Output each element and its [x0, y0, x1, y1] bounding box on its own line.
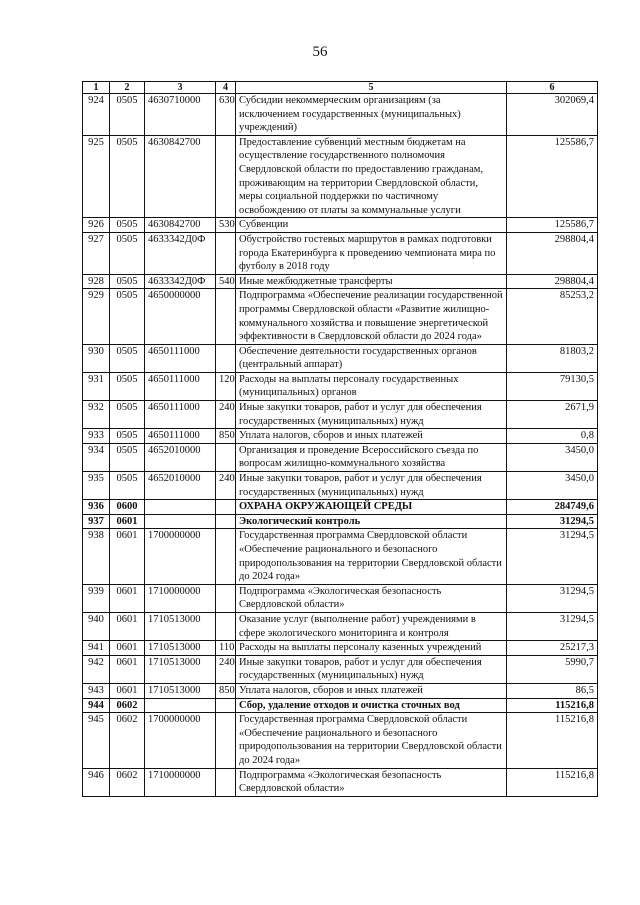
expense-type-cell: [216, 344, 236, 372]
row-number-cell: 936: [83, 500, 110, 515]
expense-type-cell: [216, 289, 236, 344]
item-name-cell: Сбор, удаление отходов и очистка сточных вод: [236, 698, 507, 713]
item-name-cell: Расходы на выплаты персоналу казенных учреждений: [236, 641, 507, 656]
table-row: [83, 218, 598, 233]
section-code-cell: 0505: [110, 274, 145, 289]
item-name-cell: Подпрограмма «Обеспечение реализации государственной программы Свердловской области «Развитие жилищно-коммунального хозяйства и повышение энергетической эффективности в Свердловской области до 2024 года»: [236, 289, 507, 344]
section-code-cell: 0602: [110, 768, 145, 796]
item-name-cell: Расходы на выплаты персоналу государственных (муниципальных) органов: [236, 372, 507, 400]
table-row: [83, 655, 598, 683]
item-name-cell: Обустройство гостевых маршрутов в рамках подготовки города Екатеринбурга к проведению чемпионата мира по футболу в 2018 году: [236, 232, 507, 274]
section-code-cell: 0601: [110, 529, 145, 584]
section-code-cell: 0505: [110, 429, 145, 444]
item-name-cell: Иные межбюджетные трансферты: [236, 274, 507, 289]
row-number-cell: 927: [83, 232, 110, 274]
amount-cell: 302069,4: [507, 94, 598, 136]
target-article-cell: 1710000000: [145, 584, 216, 612]
item-name-cell: Предоставление субвенций местным бюджетам на осуществление государственного полномочия Свердловской области по предоставлению гражданам, проживающим на территории Свердловской области, меры социальной поддержки по частичному освобождению от платы за коммунальные услуги: [236, 135, 507, 218]
target-article-cell: [145, 698, 216, 713]
section-code-cell: 0602: [110, 698, 145, 713]
item-name-cell: Организация и проведение Всероссийского съезда по вопросам жилищно-коммунального хозяйства: [236, 443, 507, 471]
item-name-cell: Уплата налогов, сборов и иных платежей: [236, 683, 507, 698]
section-code-cell: 0505: [110, 372, 145, 400]
budget-table: [82, 81, 598, 797]
item-name-cell: Государственная программа Свердловской области «Обеспечение рационального и безопасного природопользования на территории Свердловской области до 2024 года»: [236, 529, 507, 584]
row-number-cell: 939: [83, 584, 110, 612]
section-code-cell: 0601: [110, 514, 145, 529]
item-name-cell: Субсидии некоммерческим организациям (за исключением государственных (муниципальных) учреждений): [236, 94, 507, 136]
expense-type-cell: 530: [216, 218, 236, 233]
item-name-cell: Подпрограмма «Экологическая безопасность Свердловской области»: [236, 768, 507, 796]
amount-cell: 115216,8: [507, 768, 598, 796]
target-article-cell: [145, 514, 216, 529]
target-article-cell: 4650111000: [145, 372, 216, 400]
expense-type-cell: [216, 514, 236, 529]
page-number: 56: [312, 44, 328, 60]
item-name-cell: ОХРАНА ОКРУЖАЮЩЕЙ СРЕДЫ: [236, 500, 507, 515]
section-code-cell: 0505: [110, 472, 145, 500]
amount-cell: 2671,9: [507, 401, 598, 429]
section-code-cell: 0601: [110, 641, 145, 656]
expense-type-cell: 240: [216, 401, 236, 429]
expense-type-cell: 630: [216, 94, 236, 136]
row-number-cell: 935: [83, 472, 110, 500]
amount-cell: 115216,8: [507, 713, 598, 768]
row-number-cell: 945: [83, 713, 110, 768]
row-number-cell: 931: [83, 372, 110, 400]
target-article-cell: 4650000000: [145, 289, 216, 344]
section-code-cell: 0505: [110, 94, 145, 136]
row-number-cell: 928: [83, 274, 110, 289]
table-row: [83, 641, 598, 656]
item-name-cell: Подпрограмма «Экологическая безопасность Свердловской области»: [236, 584, 507, 612]
target-article-cell: 4630842700: [145, 135, 216, 218]
item-name-cell: Иные закупки товаров, работ и услуг для обеспечения государственных (муниципальных) нужд: [236, 472, 507, 500]
row-number-cell: 924: [83, 94, 110, 136]
item-name-cell: Уплата налогов, сборов и иных платежей: [236, 429, 507, 444]
amount-cell: 31294,5: [507, 584, 598, 612]
table-row: [83, 372, 598, 400]
row-number-cell: 938: [83, 529, 110, 584]
row-number-cell: 926: [83, 218, 110, 233]
table-body: [83, 94, 598, 797]
target-article-cell: 4652010000: [145, 472, 216, 500]
column-header: 6: [507, 82, 598, 94]
section-code-cell: 0505: [110, 344, 145, 372]
column-header: 4: [216, 82, 236, 94]
table-row: [83, 232, 598, 274]
target-article-cell: 1700000000: [145, 713, 216, 768]
item-name-cell: Субвенции: [236, 218, 507, 233]
table-row: [83, 529, 598, 584]
column-header: 5: [236, 82, 507, 94]
expense-type-cell: [216, 698, 236, 713]
expense-type-cell: [216, 443, 236, 471]
section-code-cell: 0505: [110, 443, 145, 471]
amount-cell: 81803,2: [507, 344, 598, 372]
table-row: [83, 443, 598, 471]
expense-type-cell: 540: [216, 274, 236, 289]
table-row: [83, 500, 598, 515]
row-number-cell: 943: [83, 683, 110, 698]
section-code-cell: 0505: [110, 401, 145, 429]
expense-type-cell: 850: [216, 429, 236, 444]
row-number-cell: 941: [83, 641, 110, 656]
table-row: [83, 274, 598, 289]
row-number-cell: 940: [83, 612, 110, 640]
amount-cell: 31294,5: [507, 529, 598, 584]
section-code-cell: 0505: [110, 218, 145, 233]
item-name-cell: Оказание услуг (выполнение работ) учреждениями в сфере экологического мониторинга и контроля: [236, 612, 507, 640]
amount-cell: 31294,5: [507, 612, 598, 640]
item-name-cell: Государственная программа Свердловской области «Обеспечение рационального и безопасного природопользования на территории Свердловской области до 2024 года»: [236, 713, 507, 768]
target-article-cell: [145, 500, 216, 515]
item-name-cell: Обеспечение деятельности государственных органов (центральный аппарат): [236, 344, 507, 372]
table-header-row: [83, 82, 598, 94]
expense-type-cell: [216, 529, 236, 584]
item-name-cell: Экологический контроль: [236, 514, 507, 529]
amount-cell: 86,5: [507, 683, 598, 698]
expense-type-cell: 110: [216, 641, 236, 656]
section-code-cell: 0601: [110, 683, 145, 698]
target-article-cell: 4633342Д0Ф: [145, 232, 216, 274]
section-code-cell: 0600: [110, 500, 145, 515]
amount-cell: 3450,0: [507, 443, 598, 471]
table-row: [83, 713, 598, 768]
target-article-cell: 4650111000: [145, 429, 216, 444]
section-code-cell: 0601: [110, 584, 145, 612]
table-row: [83, 429, 598, 444]
table-row: [83, 768, 598, 796]
row-number-cell: 946: [83, 768, 110, 796]
section-code-cell: 0602: [110, 713, 145, 768]
amount-cell: 3450,0: [507, 472, 598, 500]
amount-cell: 31294,5: [507, 514, 598, 529]
row-number-cell: 929: [83, 289, 110, 344]
target-article-cell: 1700000000: [145, 529, 216, 584]
table-row: [83, 514, 598, 529]
table-row: [83, 289, 598, 344]
target-article-cell: 4633342Д0Ф: [145, 274, 216, 289]
target-article-cell: 1710513000: [145, 641, 216, 656]
row-number-cell: 932: [83, 401, 110, 429]
row-number-cell: 933: [83, 429, 110, 444]
target-article-cell: 4650111000: [145, 344, 216, 372]
target-article-cell: 1710000000: [145, 768, 216, 796]
target-article-cell: 1710513000: [145, 612, 216, 640]
row-number-cell: 937: [83, 514, 110, 529]
expense-type-cell: 120: [216, 372, 236, 400]
row-number-cell: 942: [83, 655, 110, 683]
target-article-cell: 1710513000: [145, 683, 216, 698]
amount-cell: 25217,3: [507, 641, 598, 656]
table-row: [83, 612, 598, 640]
table-row: [83, 698, 598, 713]
amount-cell: 298804,4: [507, 274, 598, 289]
row-number-cell: 925: [83, 135, 110, 218]
amount-cell: 85253,2: [507, 289, 598, 344]
table-row: [83, 344, 598, 372]
expense-type-cell: 850: [216, 683, 236, 698]
target-article-cell: 1710513000: [145, 655, 216, 683]
column-header: 3: [145, 82, 216, 94]
amount-cell: 115216,8: [507, 698, 598, 713]
target-article-cell: 4630842700: [145, 218, 216, 233]
amount-cell: 5990,7: [507, 655, 598, 683]
amount-cell: 284749,6: [507, 500, 598, 515]
expense-type-cell: [216, 612, 236, 640]
row-number-cell: 944: [83, 698, 110, 713]
target-article-cell: 4652010000: [145, 443, 216, 471]
item-name-cell: Иные закупки товаров, работ и услуг для обеспечения государственных (муниципальных) нужд: [236, 655, 507, 683]
target-article-cell: 4630710000: [145, 94, 216, 136]
item-name-cell: Иные закупки товаров, работ и услуг для обеспечения государственных (муниципальных) нужд: [236, 401, 507, 429]
table-row: [83, 401, 598, 429]
expense-type-cell: 240: [216, 472, 236, 500]
table-row: [83, 584, 598, 612]
expense-type-cell: [216, 135, 236, 218]
amount-cell: 0,8: [507, 429, 598, 444]
section-code-cell: 0601: [110, 655, 145, 683]
section-code-cell: 0505: [110, 135, 145, 218]
expense-type-cell: [216, 232, 236, 274]
amount-cell: 79130,5: [507, 372, 598, 400]
expense-type-cell: [216, 584, 236, 612]
table-row: [83, 135, 598, 218]
table-row: [83, 472, 598, 500]
expense-type-cell: [216, 500, 236, 515]
column-header: 2: [110, 82, 145, 94]
amount-cell: 125586,7: [507, 135, 598, 218]
row-number-cell: 934: [83, 443, 110, 471]
table-row: [83, 683, 598, 698]
column-header: 1: [83, 82, 110, 94]
section-code-cell: 0505: [110, 232, 145, 274]
amount-cell: 298804,4: [507, 232, 598, 274]
expense-type-cell: [216, 713, 236, 768]
expense-type-cell: [216, 768, 236, 796]
amount-cell: 125586,7: [507, 218, 598, 233]
section-code-cell: 0601: [110, 612, 145, 640]
row-number-cell: 930: [83, 344, 110, 372]
target-article-cell: 4650111000: [145, 401, 216, 429]
section-code-cell: 0505: [110, 289, 145, 344]
expense-type-cell: 240: [216, 655, 236, 683]
table-row: [83, 94, 598, 136]
